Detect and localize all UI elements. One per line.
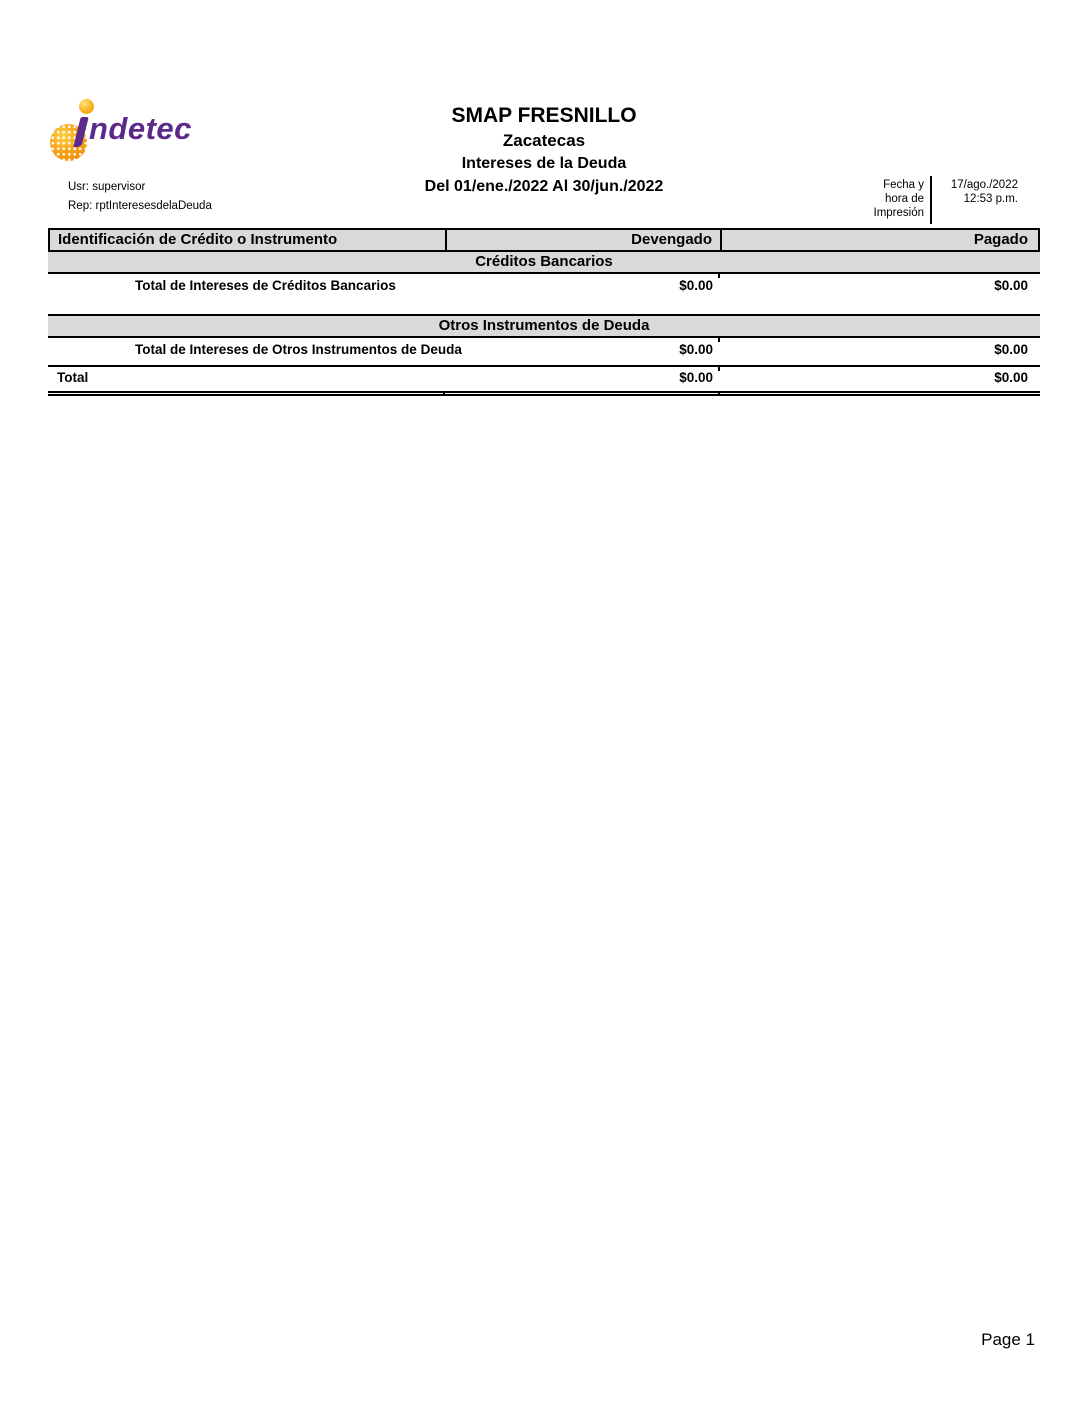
column-divider-tick (718, 338, 720, 342)
column-header-pagado: Pagado (720, 230, 1038, 250)
print-label-line1: Fecha y (883, 179, 924, 191)
row-label: Total de Intereses de Créditos Bancarios (135, 278, 396, 293)
page-number: Page 1 (981, 1330, 1035, 1349)
table-row-otros-instrumentos-total (48, 338, 1040, 362)
section-header-creditos-bancarios: Créditos Bancarios (48, 252, 1040, 274)
table-row-grand-total (48, 365, 1040, 396)
column-divider-tick (718, 274, 720, 278)
user-line: Usr: supervisor (68, 181, 146, 193)
total-devengado-value: $0.00 (679, 370, 713, 385)
report-period: Del 01/ene./2022 Al 30/jun./2022 (424, 178, 664, 195)
report-name: Intereses de la Deuda (461, 155, 627, 172)
entity-title: SMAP FRESNILLO (451, 104, 637, 127)
section-header-otros-instrumentos: Otros Instrumentos de Deuda (48, 314, 1040, 338)
logo-wordmark: ndetec (89, 111, 192, 146)
row-devengado-value: $0.00 (679, 278, 713, 293)
entity-subtitle: Zacatecas (502, 131, 586, 150)
print-date: 17/ago./2022 (950, 179, 1018, 191)
column-divider-tick (443, 392, 445, 396)
column-divider-tick (718, 392, 720, 396)
report-table (48, 228, 1040, 396)
print-info-labels (838, 176, 932, 224)
print-label-line2: hora de Impresión (873, 193, 924, 219)
column-divider-tick (718, 367, 720, 371)
print-info (838, 176, 1018, 224)
total-pagado-value: $0.00 (994, 370, 1028, 385)
column-header-identificacion: Identificación de Crédito o Instrumento (58, 231, 338, 248)
row-label: Total de Intereses de Otros Instrumentos de Deuda (135, 342, 462, 357)
row-pagado-value: $0.00 (994, 278, 1028, 293)
row-devengado-value: $0.00 (679, 342, 713, 357)
table-header-row (48, 228, 1040, 252)
total-label: Total (57, 370, 89, 385)
report-id-line: Rep: rptInteresesdelaDeuda (68, 200, 212, 212)
print-time: 12:53 p.m. (963, 193, 1018, 205)
print-info-values (932, 176, 1018, 224)
row-pagado-value: $0.00 (994, 342, 1028, 357)
table-row-creditos-bancarios-total (48, 274, 1040, 298)
column-header-devengado: Devengado (445, 230, 720, 250)
